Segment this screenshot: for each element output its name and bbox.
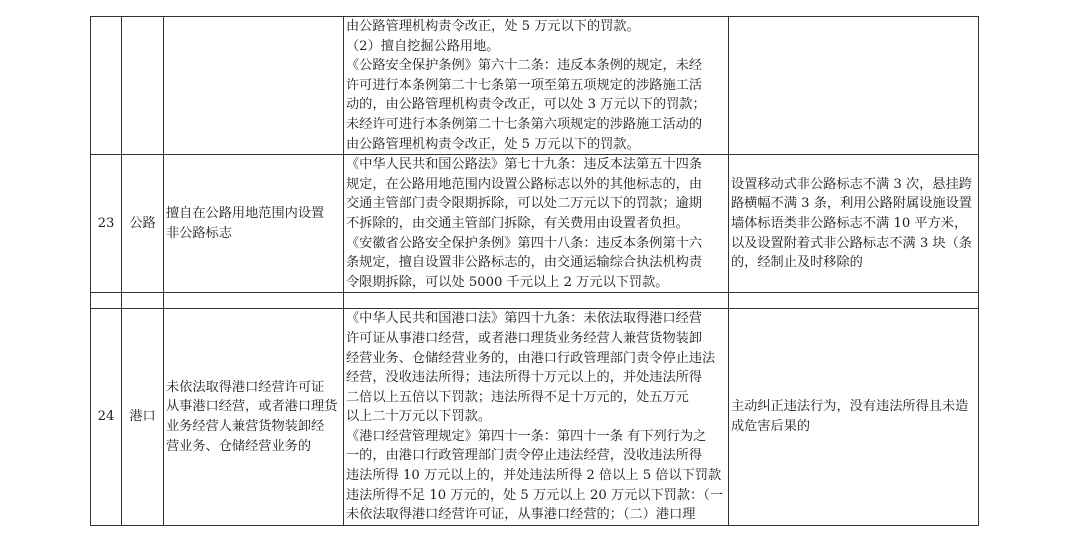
legal-basis-line: 规定，在公路用地范围内设置公路标志以外的其他标志的，由 — [346, 176, 703, 192]
legal-basis-line: 《中华人民共和国港口法》第四十九条：未依法取得港口经营 — [346, 311, 703, 327]
violation-description — [164, 309, 344, 526]
exemption-condition — [729, 17, 979, 155]
legal-basis-line: （2）擅自挖掘公路用地。 — [346, 38, 500, 54]
row-number: 24 — [91, 309, 122, 526]
row-category — [122, 17, 164, 155]
legal-basis-line: 违法所得 10 万元以上的，并处违法所得 2 倍以上 5 倍以下罚款 — [346, 468, 722, 484]
violation-description — [164, 155, 344, 293]
regulation-table — [90, 16, 979, 526]
violation-line: 未依法取得港口经营许可证 — [166, 379, 325, 395]
legal-basis-line: 许可证从事港口经营，或者港口理货业务经营人兼营货物装卸 — [346, 330, 703, 346]
legal-basis-line: 以上二十万元以下罚款。 — [346, 409, 492, 425]
legal-basis-line: 条规定，擅自设置非公路标志的，由交通运输综合执法机构责 — [346, 255, 703, 271]
table-row — [91, 309, 979, 526]
legal-basis-line: 一的，由港口行政管理部门责令停止违法经营，没收违法所得 — [346, 448, 703, 464]
legal-basis — [344, 155, 729, 293]
row-number — [91, 17, 122, 155]
exemption-condition — [729, 155, 979, 293]
legal-basis-line: 违法所得不足 10 万元的，处 5 万元以上 20 万元以下罚款：（一 — [346, 487, 724, 503]
legal-basis — [344, 309, 729, 526]
legal-basis-line: 未依法取得港口经营许可证，从事港口经营的；（二）港口理 — [346, 507, 696, 523]
table-row — [91, 17, 979, 155]
legal-basis-line: 《中华人民共和国公路法》第七十九条：违反本法第五十四条 — [346, 157, 703, 173]
legal-basis-line: 由公路管理机构责令改正，处 5 万元以下的罚款。 — [346, 19, 640, 34]
row-category: 港口 — [122, 309, 164, 526]
legal-basis-line: 令限期拆除，可以处 5000 千元以上 2 万元以下罚款。 — [346, 274, 669, 290]
legal-basis-line: 动的，由公路管理机构责令改正，可以处 3 万元以下的罚款； — [346, 97, 706, 113]
violation-description — [164, 17, 344, 155]
exemption-line: 以及设置附着式非公路标志不满 3 块（条 — [731, 235, 972, 251]
empty-row — [91, 293, 979, 309]
violation-line: 业务经营人兼营货物装卸经 — [166, 419, 325, 435]
exemption-line: 的，经制止及时移除的 — [731, 255, 863, 271]
legal-basis-line: 不拆除的，由交通主管部门拆除，有关费用由设置者负担。 — [346, 215, 689, 231]
exemption-line: 设置移动式非公路标志不满 3 次，悬挂跨 — [731, 176, 972, 192]
legal-basis-line: 许可进行本条例第二十七条第一项至第五项规定的涉路施工活 — [346, 77, 703, 93]
violation-line: 从事港口经营，或者港口理货 — [166, 399, 338, 415]
legal-basis-line: 《安徽省公路安全保护条例》第四十八条：违反本条例第十六 — [346, 235, 703, 251]
legal-basis-line: 《港口经营管理规定》第四十一条：第四十一条 有下列行为之 — [346, 428, 707, 444]
legal-basis-line: 经营，没收违法所得；违法所得十万元以上的，并处违法所得 — [346, 370, 703, 386]
legal-basis-line: 经营业务、仓储经营业务的，由港口行政管理部门责令停止违法 — [346, 350, 716, 366]
row-category: 公路 — [122, 155, 164, 293]
legal-basis-line: 未经许可进行本条例第二十七条第六项规定的涉路施工活动的 — [346, 116, 703, 132]
exemption-line: 主动纠正违法行为，没有违法所得且未造 — [731, 399, 969, 415]
legal-basis — [344, 17, 729, 155]
exemption-line: 路横幅不满 3 条，利用公路附属设施设置 — [731, 196, 972, 212]
violation-line: 非公路标志 — [166, 225, 232, 241]
legal-basis-line: 交通主管部门责令限期拆除，可以处二万元以下的罚款；逾期 — [346, 196, 703, 212]
exemption-line: 墙体标语类非公路标志不满 10 平方米， — [731, 215, 968, 231]
legal-basis-line: 由公路管理机构责令改正，处 5 万元以下的罚款。 — [346, 136, 640, 152]
exemption-line: 成危害后果的 — [731, 419, 811, 435]
legal-basis-line: 《公路安全保护条例》第六十二条：违反本条例的规定，未经 — [346, 58, 703, 74]
violation-line: 营业务、仓储经营业务的 — [166, 438, 312, 454]
row-number: 23 — [91, 155, 122, 293]
exemption-condition — [729, 309, 979, 526]
legal-basis-line: 二倍以上五倍以下罚款；违法所得不足十万元的，处五万元 — [346, 389, 689, 405]
table-row — [91, 155, 979, 293]
violation-line: 擅自在公路用地范围内设置 — [166, 206, 325, 222]
